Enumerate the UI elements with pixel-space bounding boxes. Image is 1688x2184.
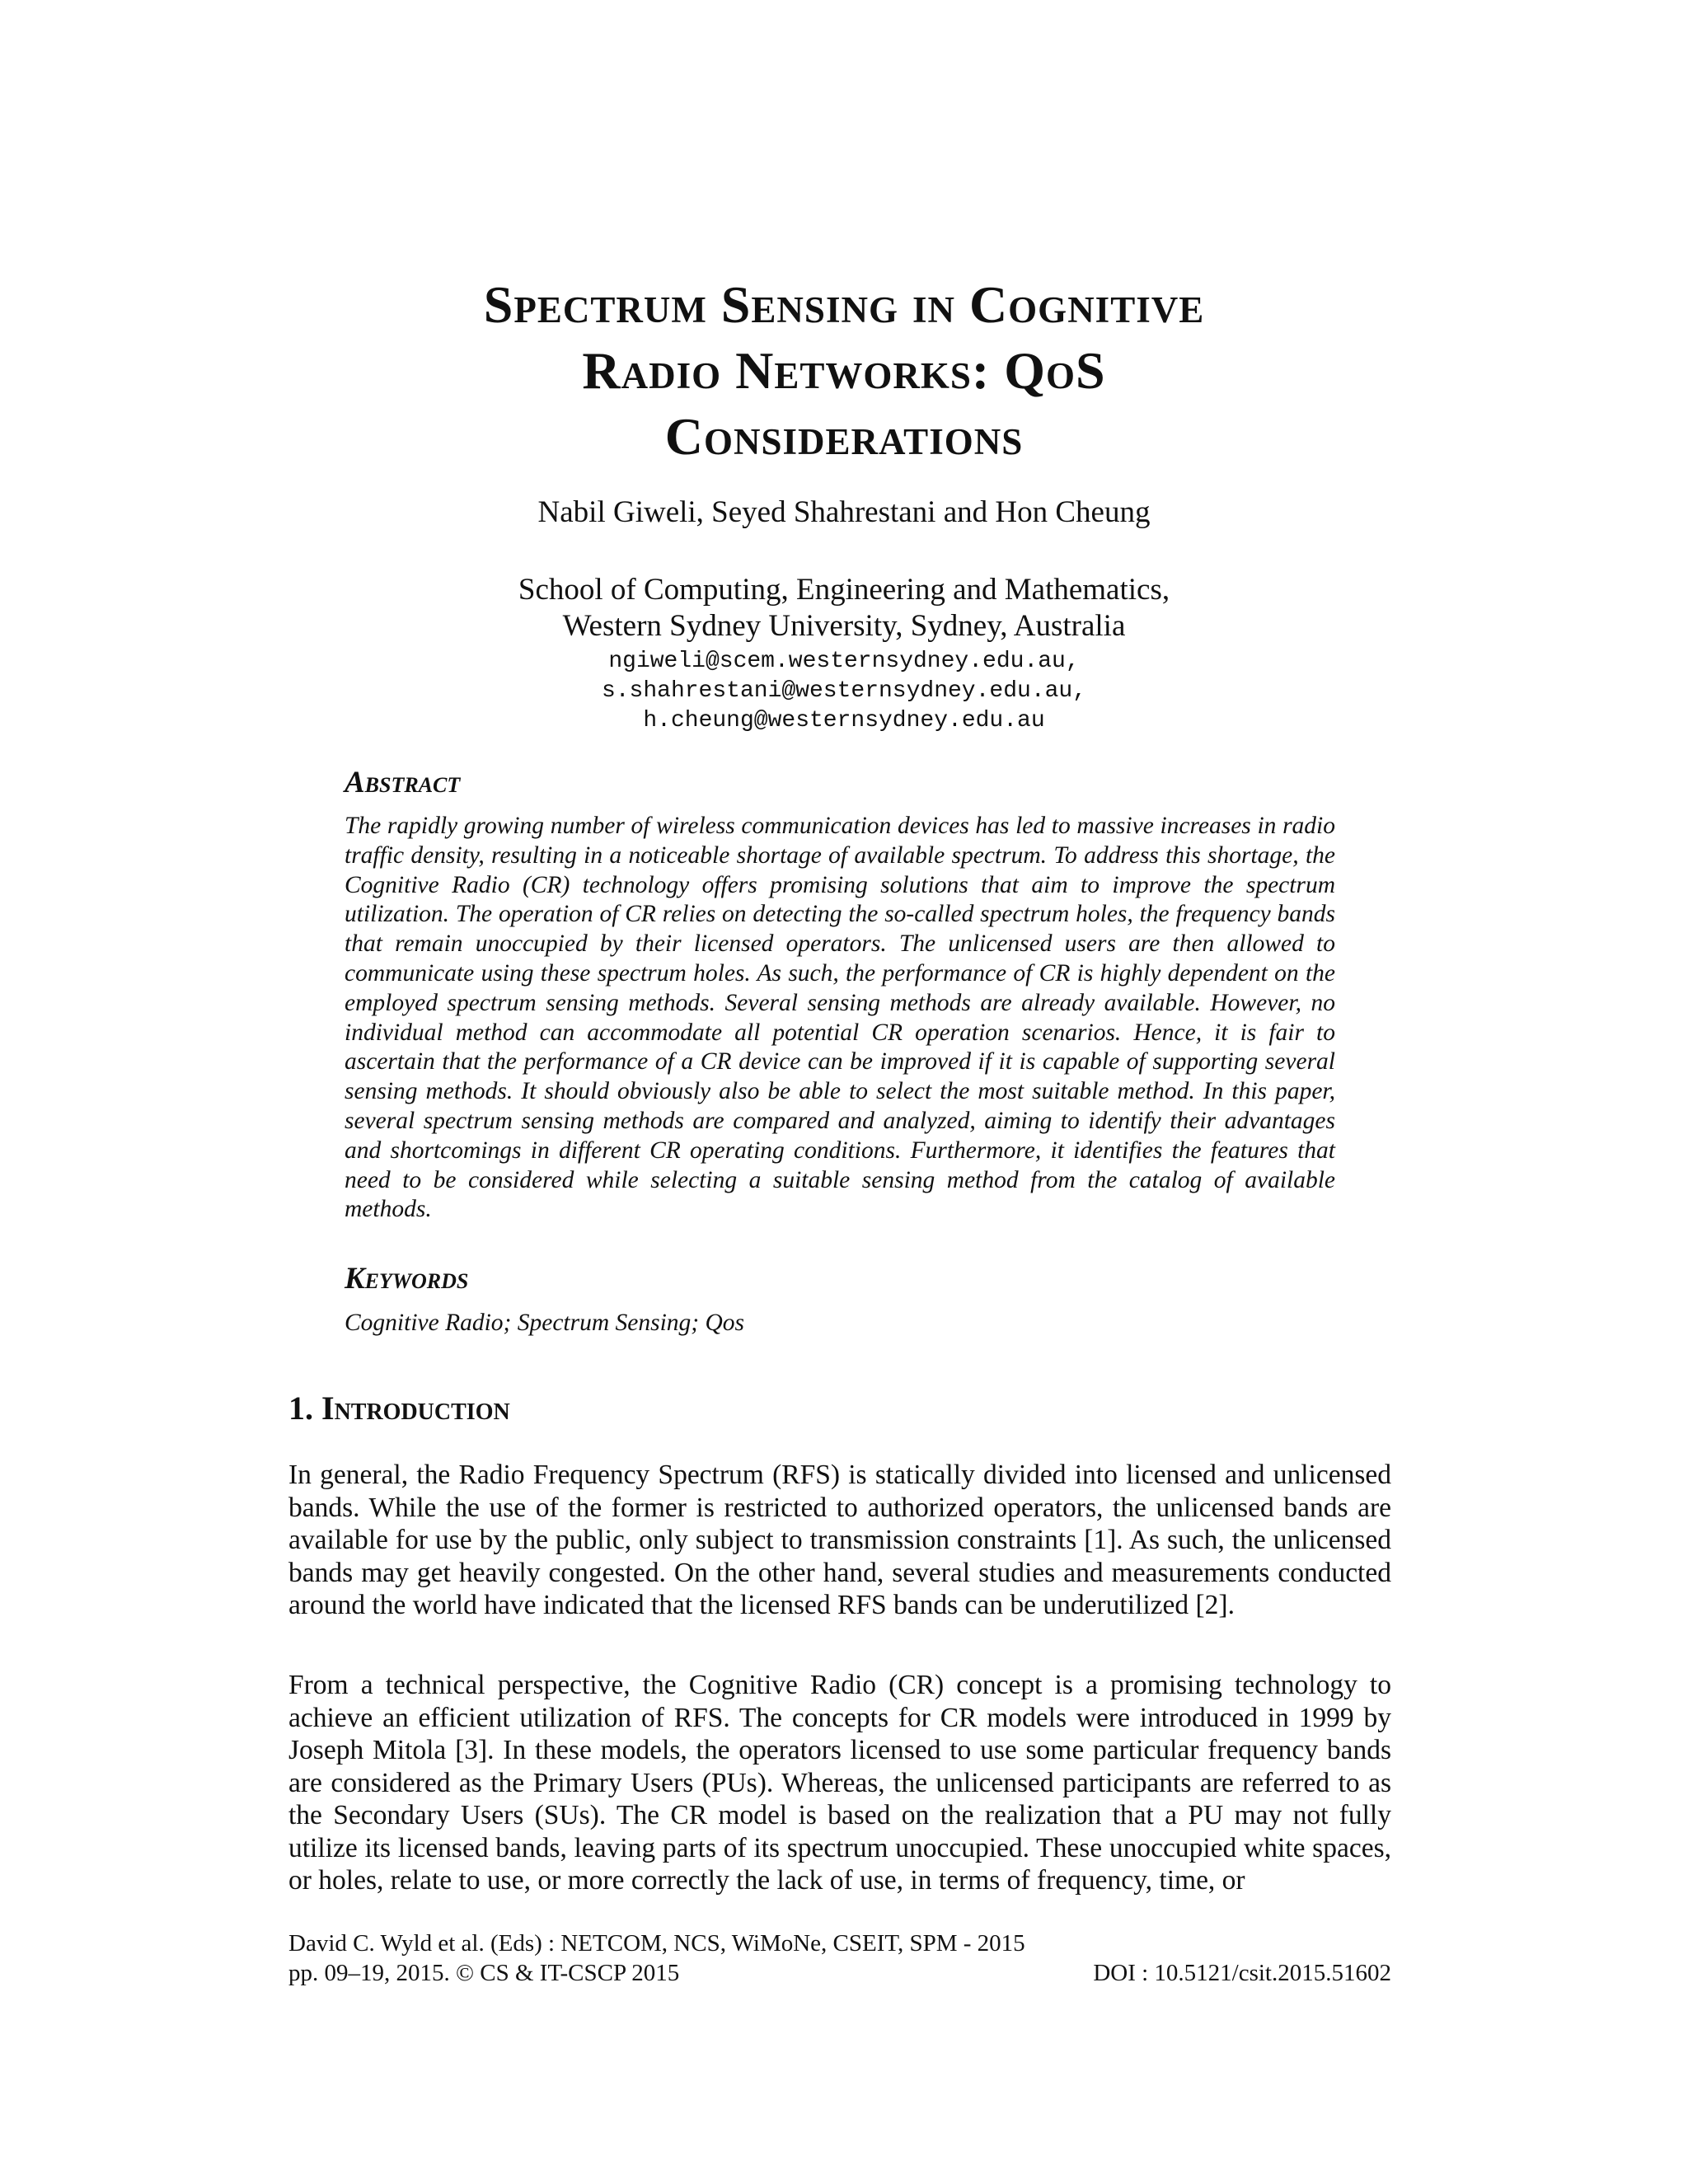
introduction-heading: 1. Introduction — [288, 1390, 510, 1427]
keywords-heading: Keywords — [345, 1262, 469, 1296]
footer-row — [288, 1958, 1391, 1988]
title-line: Considerations — [664, 407, 1024, 466]
abstract-text: The rapidly growing number of wireless communication devices has led to massive increases in radio traffic density, resulting in a noticeable shortage of available spectrum. To address this shortage, the Cognitive Radio (CR) technology offers promising solutions that aim to improve the spectrum utilization. The operation of CR relies on detecting the so-called spectrum holes, the frequency bands that remain unoccupied by their licensed operators. The unlicensed users are then allowed to communicate using these spectrum holes. As such, the performance of CR is highly dependent on the employed spectrum sensing methods. Several sensing methods are already available. However, no individual method can accommodate all potential CR operation scenarios. Hence, it is fair to ascertain that the performance of a CR device can be improved if it is capable of supporting several sensing methods. It should obviously also be able to select the most suitable method. In this paper, several spectrum sensing methods are compared and analyzed, aiming to identify their advantages and shortcomings in different CR operating conditions. Furthermore, it identifies the features that need to be considered while selecting a suitable sensing method from the catalog of available methods. — [345, 813, 1335, 1223]
title-line: Spectrum Sensing in Cognitive — [483, 275, 1205, 334]
paper-title — [0, 272, 1688, 470]
intro-paragraph: From a technical perspective, the Cognitive Radio (CR) concept is a promising technology to achieve an efficient utilization of RFS. The concepts for CR models were introduced in 1999 by Joseph Mitola [3]. In these models, the operators licensed to use some particular frequency bands are considered as the Primary Users (PUs). Whereas, the unlicensed participants are referred to as the Secondary Users (SUs). The CR model is based on the realization that a PU may not fully utilize its licensed bands, leaving parts of its spectrum unoccupied. These unoccupied white spaces, or holes, relate to use, or more correctly the lack of use, in terms of frequency, time, or — [288, 1670, 1391, 1896]
author-list: Nabil Giweli, Seyed Shahrestani and Hon Cheung — [537, 495, 1151, 529]
footer-doi: DOI : 10.5121/csit.2015.51602 — [1093, 1960, 1391, 1986]
page-footer — [288, 1929, 1391, 1988]
affiliation — [0, 572, 1688, 644]
footer-proceedings: David C. Wyld et al. (Eds) : NETCOM, NCS, WiMoNe, CSEIT, SPM - 2015 — [288, 1930, 1025, 1957]
abstract-heading: Abstract — [345, 766, 461, 799]
title-line: Radio Networks: QoS — [582, 341, 1106, 400]
email-line: s.shahrestani@westernsydney.edu.au, — [601, 678, 1087, 704]
author-emails — [0, 647, 1688, 736]
keywords-text: Cognitive Radio; Spectrum Sensing; Qos — [345, 1310, 745, 1336]
affiliation-line: School of Computing, Engineering and Mathematics, — [518, 573, 1170, 607]
intro-paragraph: In general, the Radio Frequency Spectrum (RFS) is statically divided into licensed and unlicensed bands. While the use of the former is restricted to authorized operators, the unlicensed bands are available for use by the public, only subject to transmission constraints [1]. As such, the unlicensed bands may get heavily congested. On the other hand, several studies and measurements conducted around the world have indicated that the licensed RFS bands can be underutilized [2]. — [288, 1460, 1391, 1620]
footer-pages: pp. 09–19, 2015. © CS & IT-CSCP 2015 — [288, 1960, 680, 1986]
email-line: h.cheung@westernsydney.edu.au — [643, 708, 1045, 733]
affiliation-line: Western Sydney University, Sydney, Australia — [562, 609, 1126, 643]
email-line: ngiweli@scem.westernsydney.edu.au, — [608, 649, 1080, 674]
